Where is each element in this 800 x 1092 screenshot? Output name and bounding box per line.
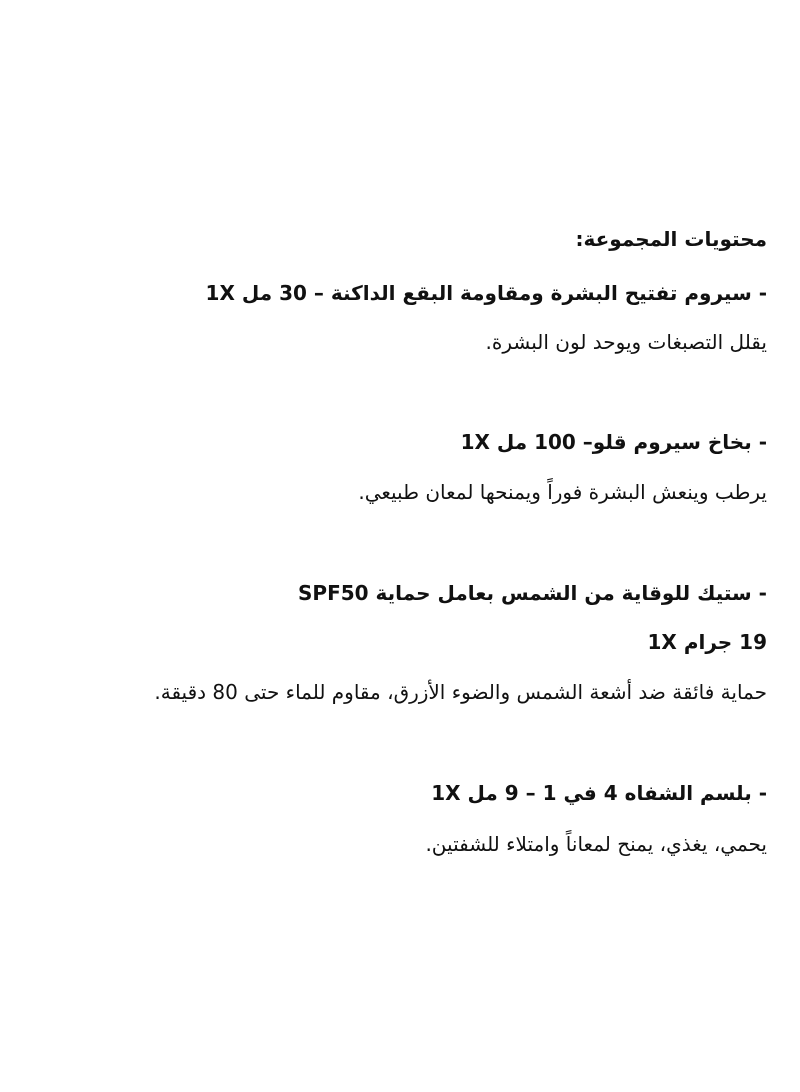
item-mist-description: يرطب وينعش البشرة فوراً ويمنحها لمعان طبيعي. <box>358 480 767 504</box>
item-serum-title: - سيروم تفتيح البشرة ومقاومة البقع الداكنة – 30 مل 1X <box>205 281 767 305</box>
item-lipbalm-description: يحمي، يغذي، يمنح لمعاناً وامتلاء للشفتين. <box>425 832 767 856</box>
item-mist-title: - بخاخ سيروم قلو– 100 مل 1X <box>460 430 767 454</box>
item-lipbalm-title: - بلسم الشفاه 4 في 1 – 9 مل 1X <box>431 781 767 805</box>
item-serum-description: يقلل التصبغات ويوحد لون البشرة. <box>485 330 767 354</box>
item-sunstick-title: - ستيك للوقاية من الشمس بعامل حماية SPF50 <box>298 581 767 605</box>
contents-heading: محتويات المجموعة: <box>575 227 767 251</box>
item-sunstick-description: حماية فائقة ضد أشعة الشمس والضوء الأزرق، مقاوم للماء حتى 80 دقيقة. <box>154 680 767 704</box>
item-sunstick-title-line2: 19 جرام 1X <box>647 630 767 654</box>
